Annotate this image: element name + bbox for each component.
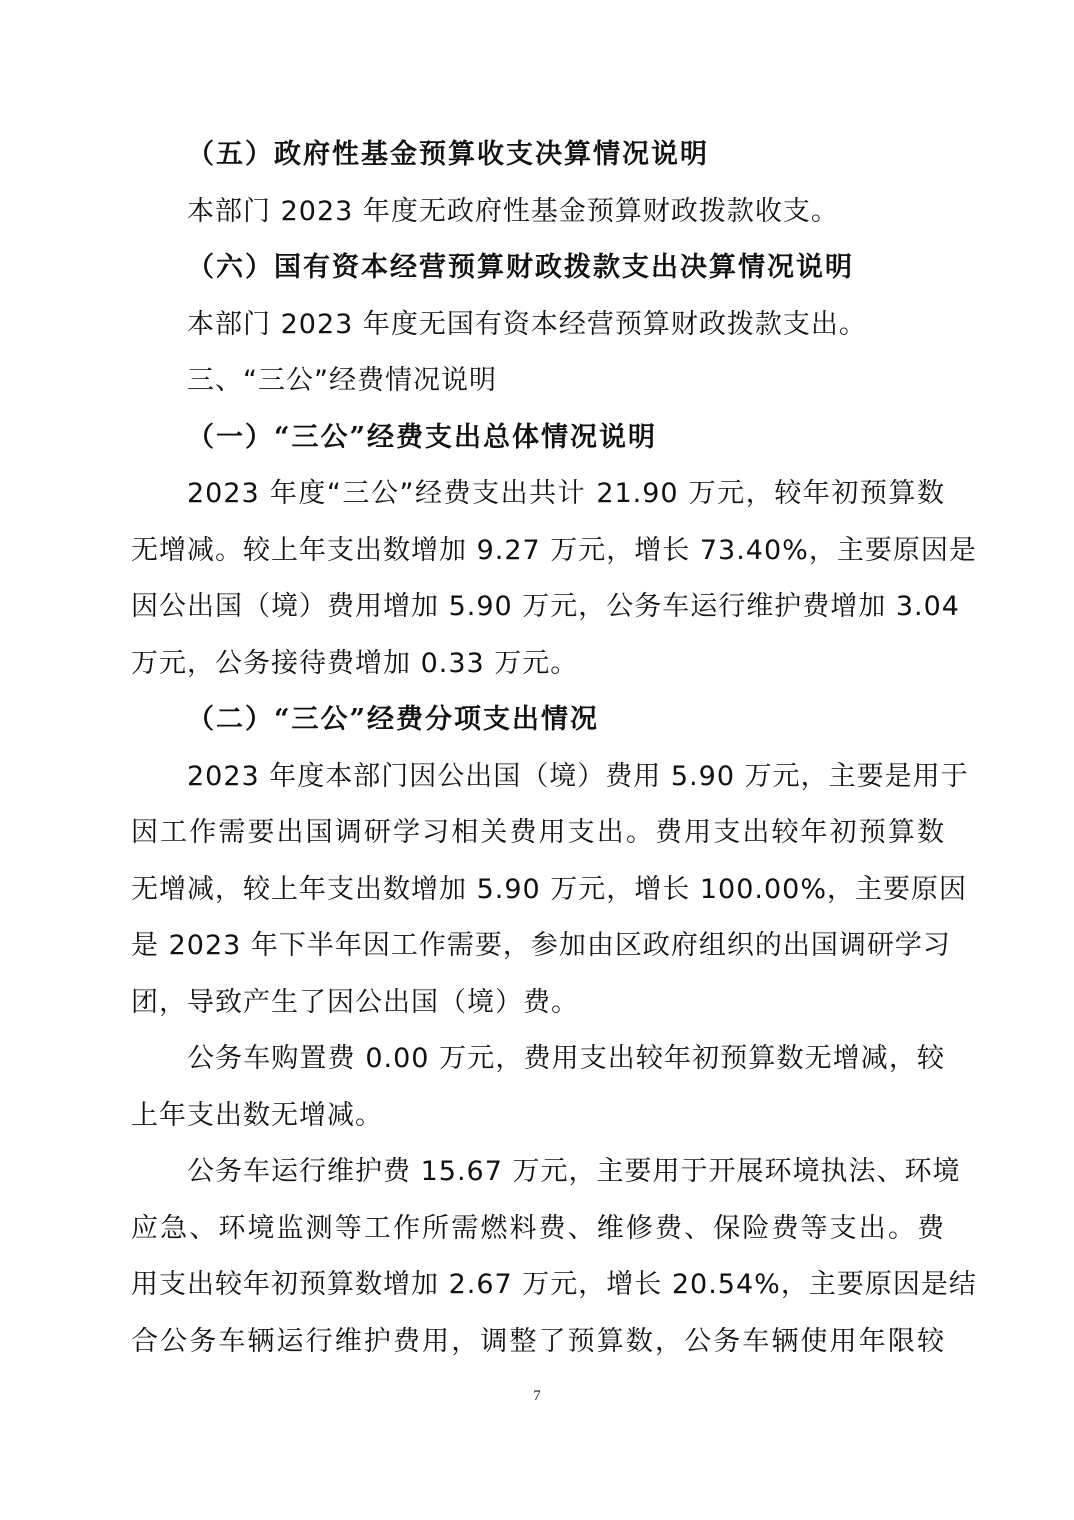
text-line: （一）“三公”经费支出总体情况说明 <box>187 421 658 453</box>
text-line: 无增减，较上年支出数增加 5.90 万元，增长 100.00%，主要原因 <box>131 873 967 905</box>
section-heading <box>131 240 945 297</box>
text-line: 用支出较年初预算数增加 2.67 万元，增长 20.54%，主要原因是结 <box>131 1269 977 1300</box>
text-line: 上年支出数无增减。 <box>131 1099 383 1131</box>
text-line: 2023 年度“三公”经费支出共计 21.90 万元，较年初预算数 <box>187 478 945 509</box>
text-line: 2023 年度本部门因公出国（境）费用 5.90 万元，主要是用于 <box>187 760 969 792</box>
text-line: （二）“三公”经费分项支出情况 <box>187 704 600 735</box>
page-number: 7 <box>533 1388 541 1404</box>
section-heading <box>131 410 945 467</box>
paragraph <box>131 466 977 692</box>
text-line: 无增减。较上年支出数增加 9.27 万元，增长 73.40%，主要原因是 <box>131 534 977 566</box>
section-heading <box>131 353 945 410</box>
paragraph <box>131 184 945 241</box>
text-line: 团，导致产生了因公出国（境）费。 <box>131 986 579 1018</box>
paragraph <box>131 297 945 354</box>
text-line: 是 2023 年下半年因工作需要，参加由区政府组织的出国调研学习 <box>131 930 951 961</box>
text-line: 本部门 2023 年度无政府性基金预算财政拨款收支。 <box>187 195 839 227</box>
paragraph <box>131 1031 945 1144</box>
text-line: 因工作需要出国调研学习相关费用支出。费用支出较年初预算数 <box>131 817 945 848</box>
text-line: 合公务车辆运行维护费用，调整了预算数，公务车辆使用年限较 <box>131 1325 945 1357</box>
paragraph <box>131 749 969 1032</box>
text-line: 万元，公务接待费增加 0.33 万元。 <box>131 647 579 679</box>
section-heading <box>131 127 945 184</box>
text-line: 三、“三公”经费情况说明 <box>187 365 497 396</box>
text-line: （五）政府性基金预算收支决算情况说明 <box>187 139 709 170</box>
text-line: （六）国有资本经营预算财政拨款支出决算情况说明 <box>187 252 854 283</box>
text-line: 因公出国（境）费用增加 5.90 万元，公务车运行维护费增加 3.04 <box>131 591 960 622</box>
text-line: 应急、环境监测等工作所需燃料费、维修费、保险费等支出。费 <box>131 1212 945 1244</box>
text-line: 本部门 2023 年度无国有资本经营预算财政拨款支出。 <box>187 308 867 340</box>
text-line: 公务车购置费 0.00 万元，费用支出较年初预算数无增减，较 <box>187 1043 945 1074</box>
document-body <box>131 127 977 1370</box>
paragraph <box>131 1144 977 1370</box>
text-line: 公务车运行维护费 15.67 万元，主要用于开展环境执法、环境 <box>187 1156 961 1187</box>
section-heading <box>131 692 945 749</box>
